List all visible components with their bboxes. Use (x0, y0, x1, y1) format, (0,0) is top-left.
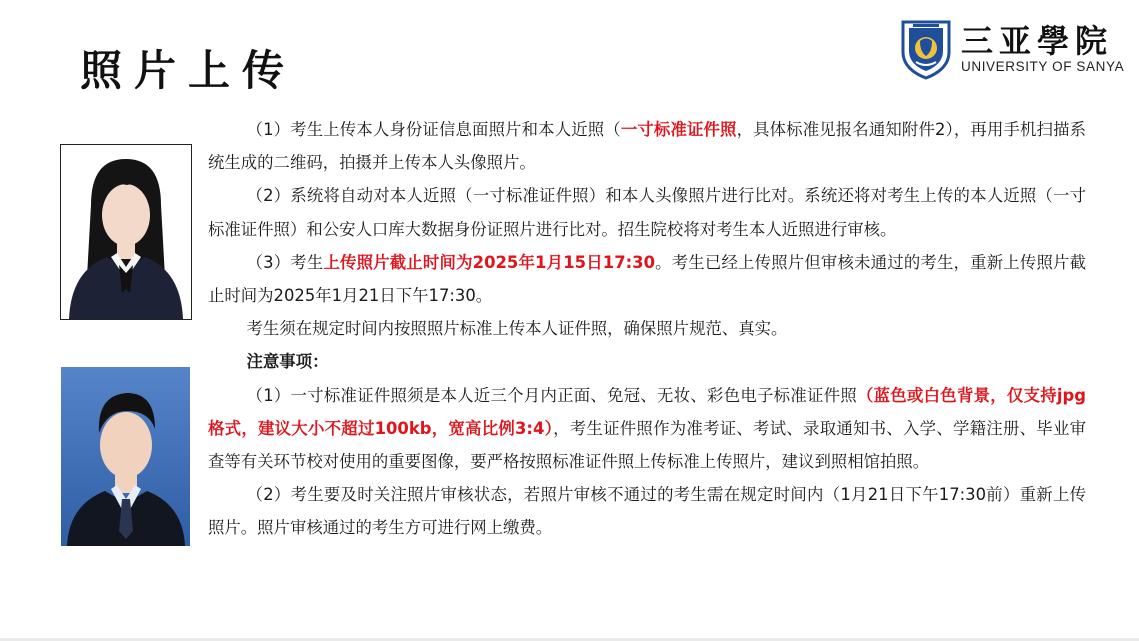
male-id-photo (61, 367, 190, 546)
instruction-paragraph-1 (208, 113, 1086, 179)
university-seal-icon (899, 18, 953, 80)
female-id-photo (60, 144, 192, 320)
notice-1-text-c: ，考生证件照作为准考证、考试、录取通知书、入学、学籍注册、毕业审查等有关环节校对使用的重要图像，要严格按照标准证件照上传标准上传照片，建议到照相馆拍照。 (208, 418, 1086, 472)
instruction-1-text-c: ，具体标准见报名通知附件2），再用手机扫描系统生成的二维码，拍摄并上传本人头像照片。 (208, 120, 1087, 173)
instruction-3-text-c: 。考生已经上传照片但审核未通过的考生，重新上传照片截止时间为2025年1月21日下午17:30。 (208, 252, 1086, 306)
notice-item-1 (208, 379, 1086, 479)
instruction-1-text-a: （1）考生上传本人身份证信息面照片和本人近照（ (246, 120, 621, 139)
instruction-1-highlight: 一寸标准证件照 (620, 120, 737, 139)
notice-1-text-a: （1）一寸标准证件照须是本人近三个月内正面、免冠、无妆、彩色电子标准证件照 (246, 385, 857, 405)
page-title: 照片上传 (80, 46, 297, 95)
university-english-name: UNIVERSITY OF SANYA (961, 59, 1125, 74)
instruction-paragraph-3 (208, 246, 1086, 312)
instruction-paragraph-4: 考生须在规定时间内按照照片标准上传本人证件照，确保照片规范、真实。 (246, 319, 788, 339)
female-portrait-image (61, 145, 191, 319)
university-logo (899, 16, 1129, 82)
university-chinese-name: 三亚學院 (961, 22, 1114, 60)
instruction-3-text-a: （3）考生 (246, 252, 324, 272)
male-portrait-image (61, 367, 190, 546)
upload-instructions (208, 113, 1086, 545)
photo-spec-highlight: （蓝色或白色背景，仅支持jpg格式，建议大小不超过100kb，宽高比例3:4） (208, 385, 1086, 438)
instruction-paragraph-2: （2）系统将自动对本人近照（一寸标准证件照）和本人头像照片进行比对。系统还将对考生上传的本人近照（一寸标准证件照）和公安人口库大数据身份证照片进行比对。招生院校将对考生本人近照进行审核。 (208, 186, 1086, 239)
deadline-highlight: 上传照片截止时间为2025年1月15日17:30 (323, 252, 655, 272)
notice-heading: 注意事项： (246, 352, 329, 372)
notice-item-2: （2）考生要及时关注照片审核状态，若照片审核不通过的考生需在规定时间内（1月21日下午17:30前）重新上传照片。照片审核通过的考生方可进行网上缴费。 (208, 485, 1086, 538)
